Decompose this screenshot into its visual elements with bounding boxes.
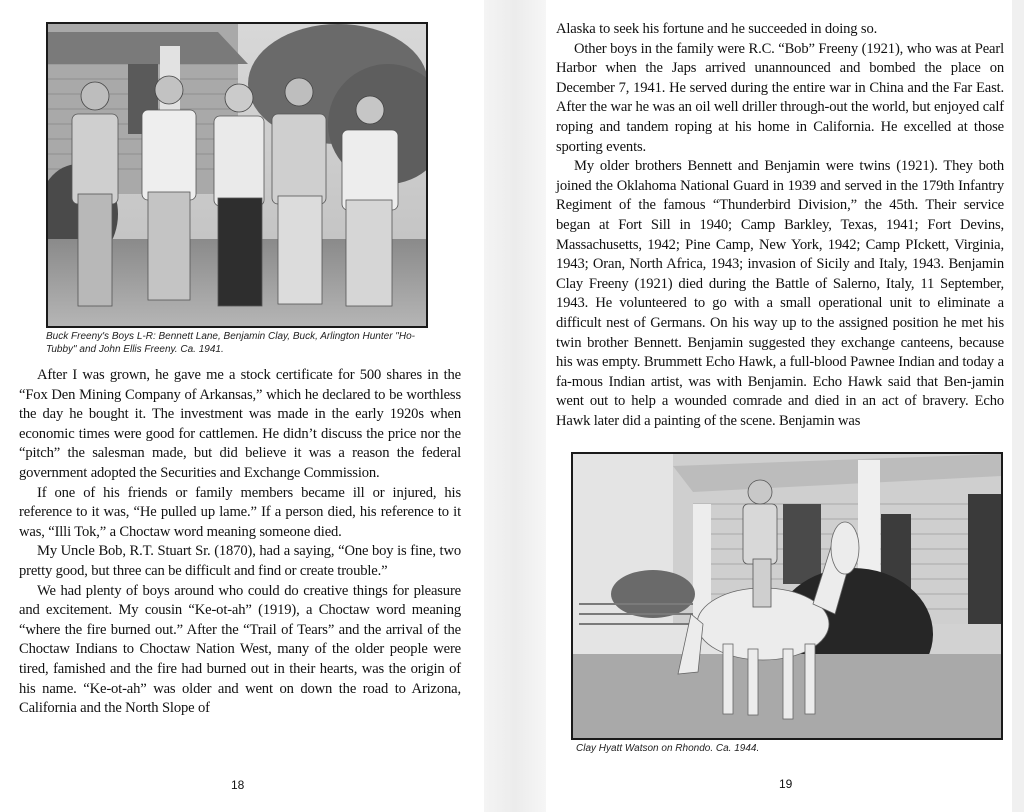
photo-man-on-horse — [571, 452, 1003, 740]
paragraph: We had plenty of boys around who could do creative things for pleasure and excitement. My cousin “Ke-ot-ah” (1919), a Choctaw word meaning “where the fire burned out.” After the “Trail of Tears” and the arrival of the Choctaw Indians to Choctaw Nation West, many of the older people were tired, famished and the fire had burned out in their hearts, was the origin of his name. “Ke-ot-ah” was older and went on down the road to Arizona, California and the North Slope of — [19, 582, 461, 717]
photo-man-on-horse-image — [573, 454, 1001, 738]
paragraph: If one of his friends or family members became ill or injured, his reference to it was, “He pulled up lame.” If a person died, his reference to it was, “Illi Tok,” a Choctaw word meaning someone died. — [19, 484, 461, 540]
right-page-body — [556, 20, 1004, 431]
right-page — [546, 0, 1024, 812]
paragraph: Other boys in the family were R.C. “Bob” Freeny (1921), who was at Pearl Harbor when the Japs arrived unannounced and bombed the place on December 7, 1941. He served during the entire war in China and the Far East. After the war he was an oil well driller through-out the world, but enjoyed calf roping and tandem roping at his home in California. He excelled at those sporting events. — [556, 40, 1004, 155]
photo-freeny-boys — [46, 22, 428, 328]
page-number-left: 18 — [231, 778, 245, 792]
photo-caption-freeny-boys: Buck Freeny's Boys L-R: Bennett Lane, Benjamin Clay, Buck, Arlington Hunter "Ho-Tubby" and John Ellis Freeny. Ca. 1941. — [46, 331, 415, 355]
photo-freeny-boys-image — [48, 24, 426, 326]
book-gutter — [484, 0, 546, 812]
left-page — [0, 0, 484, 812]
photo-caption-man-on-horse: Clay Hyatt Watson on Rhondo. Ca. 1944. — [576, 743, 760, 754]
paragraph: After I was grown, he gave me a stock certificate for 500 shares in the “Fox Den Mining Company of Arkansas,” which he declared to be worthless the day he bought it. The investment was made in the early 1920s when economic times were good for cattlemen. He didn’t discuss the price nor the “pitch” the salesman made, but did believe it was a reason the federal government adopted the Securities and Exchange Commission. — [19, 367, 461, 481]
left-page-body — [19, 366, 461, 719]
page-number-right: 19 — [779, 777, 793, 791]
paragraph: My Uncle Bob, R.T. Stuart Sr. (1870), had a saying, “One boy is fine, two pretty good, but three can be difficult and find or create trouble.” — [19, 543, 461, 579]
paragraph: Alaska to seek his fortune and he succeeded in doing so. — [556, 21, 878, 37]
paragraph: My older brothers Bennett and Benjamin were twins (1921). They both joined the Oklahoma National Guard in 1939 and served in the 179th Infantry Regiment of the famous “Thunderbird Division,” the 45th. Their service began at Fort Sill in 1940; Camp Barkley, Texas, 1941; Fort Devins, Massachusetts, 1942; Pine Camp, New York, 1942; Camp PIckett, Virginia, 1943; Oran, North Africa, 1943; invasion of Sicily and Italy, 1943. Benjamin Clay Freeny (1921) died during the Battle of Salerno, Italy, 11 September, 1943. He volunteered to go with a small operational unit to eliminate a difficult nest of Germans. On his way up to the assigned position he met his twin brother Bennett. Benjamin suggested they exchange canteens, because his was empty. Brummett Echo Hawk, a full-blood Pawnee Indian and today a fa-mous Indian artist, was with Benjamin. Echo Hawk said that Ben-jamin went out to help a wounded comrade and died in an act of bravery. Echo Hawk later did a painting of the scene. Benjamin was — [556, 158, 1004, 429]
right-page-edge — [1012, 0, 1024, 812]
